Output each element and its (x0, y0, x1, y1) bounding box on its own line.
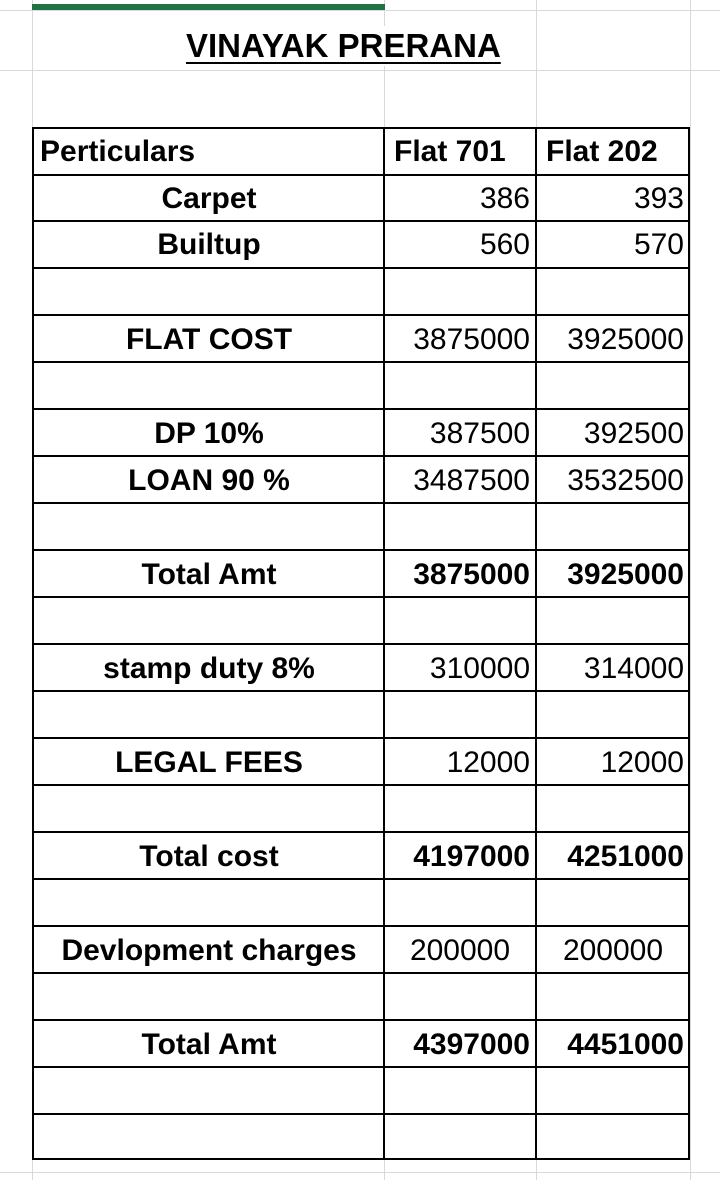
row-divider (32, 174, 690, 176)
header-flat-202[interactable]: Flat 202 (546, 135, 658, 168)
value-flat-701-loan[interactable]: 3487500 (413, 464, 530, 497)
row-divider (32, 455, 690, 457)
value-flat-202-builtup[interactable]: 570 (633, 228, 684, 261)
row-divider (32, 1066, 690, 1068)
row-divider (32, 361, 690, 363)
value-flat-202-carpet[interactable]: 393 (633, 182, 684, 215)
value-flat-202-dp[interactable]: 392500 (583, 417, 684, 450)
value-flat-202-stamp-duty[interactable]: 314000 (583, 652, 684, 685)
row-divider (32, 1113, 690, 1115)
label-total-amt[interactable]: Total Amt (141, 558, 277, 591)
value-flat-701-total-amt[interactable]: 3875000 (413, 558, 530, 591)
value-flat-701-total-cost[interactable]: 4197000 (413, 840, 530, 873)
row-divider (32, 737, 690, 739)
row-divider (32, 596, 690, 598)
active-cell-indicator (32, 4, 385, 10)
value-flat-202-flat-cost[interactable]: 3925000 (567, 323, 684, 356)
value-flat-202-legal-fees[interactable]: 12000 (600, 746, 684, 779)
label-dp[interactable]: DP 10% (154, 417, 264, 450)
sheet-title[interactable]: VINAYAK PRERANA (186, 26, 536, 66)
row-divider (32, 502, 690, 504)
header-flat-701[interactable]: Flat 701 (394, 135, 506, 168)
value-flat-202-loan[interactable]: 3532500 (567, 464, 684, 497)
value-flat-701-carpet[interactable]: 386 (479, 182, 530, 215)
row-divider (32, 878, 690, 880)
row-divider (32, 267, 690, 269)
value-flat-701-final-total-amt[interactable]: 4397000 (413, 1028, 530, 1061)
gridline (0, 10, 720, 11)
row-divider (32, 643, 690, 645)
header-particulars[interactable]: Perticulars (40, 135, 196, 168)
row-divider (32, 549, 690, 551)
label-legal-fees[interactable]: LEGAL FEES (115, 746, 303, 779)
value-flat-701-legal-fees[interactable]: 12000 (446, 746, 530, 779)
label-carpet[interactable]: Carpet (161, 182, 257, 215)
row-divider (32, 831, 690, 833)
label-final-total-amt[interactable]: Total Amt (141, 1028, 277, 1061)
value-flat-202-total-cost[interactable]: 4251000 (567, 840, 684, 873)
gridline (0, 1172, 720, 1173)
row-divider (32, 220, 690, 222)
row-divider (32, 1019, 690, 1021)
value-flat-701-stamp-duty[interactable]: 310000 (429, 652, 530, 685)
gridline (690, 0, 691, 1180)
row-divider (32, 925, 690, 927)
value-flat-701-development-charges[interactable]: 200000 (409, 934, 511, 967)
row-divider (32, 690, 690, 692)
row-divider (32, 784, 690, 786)
label-total-cost[interactable]: Total cost (139, 840, 279, 873)
gridline (0, 70, 720, 71)
label-stamp-duty[interactable]: stamp duty 8% (103, 652, 315, 685)
row-divider (32, 314, 690, 316)
value-flat-701-flat-cost[interactable]: 3875000 (413, 323, 530, 356)
row-divider (32, 408, 690, 410)
value-flat-202-development-charges[interactable]: 200000 (562, 934, 664, 967)
label-builtup[interactable]: Builtup (157, 228, 261, 261)
label-flat-cost[interactable]: FLAT COST (125, 323, 293, 356)
value-flat-701-dp[interactable]: 387500 (429, 417, 530, 450)
value-flat-202-total-amt[interactable]: 3925000 (567, 558, 684, 591)
label-development-charges[interactable]: Devlopment charges (61, 934, 357, 967)
value-flat-202-final-total-amt[interactable]: 4451000 (567, 1028, 684, 1061)
value-flat-701-builtup[interactable]: 560 (479, 228, 530, 261)
label-loan[interactable]: LOAN 90 % (128, 464, 290, 497)
row-divider (32, 972, 690, 974)
